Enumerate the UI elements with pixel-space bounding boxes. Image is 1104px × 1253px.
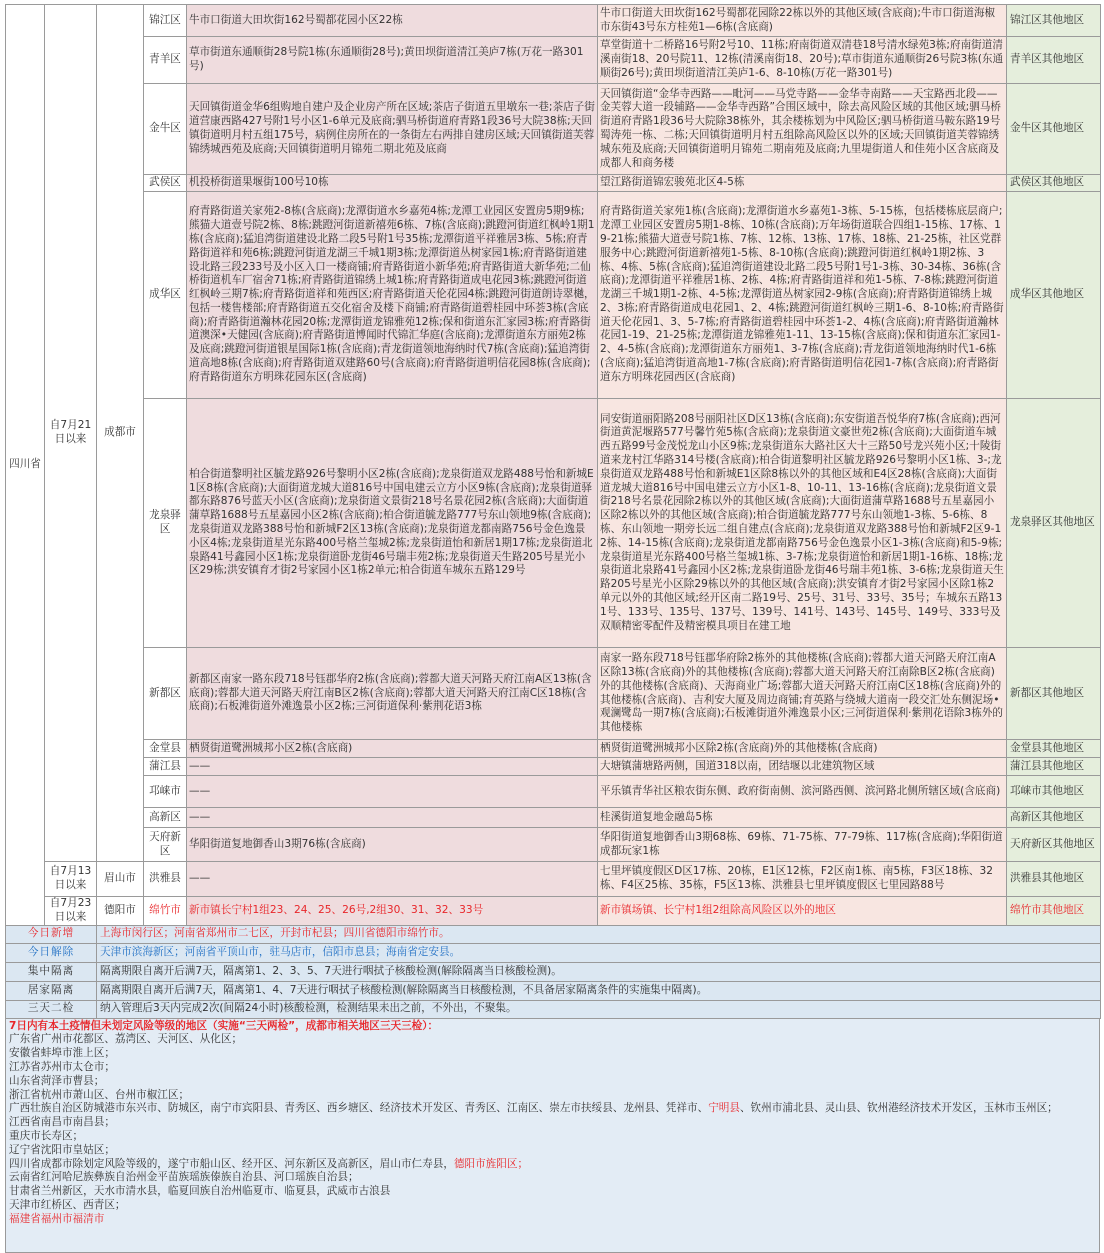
risk-area-sheet (5, 4, 1100, 1253)
table-row (6, 808, 1101, 828)
area-text: 江苏省苏州市太仓市； (9, 1060, 115, 1073)
high-risk-area: —— (187, 758, 598, 776)
notice-text: 上海市闵行区；河南省郑州市二七区，开封市杞县；四川省德阳市绵竹市。 (97, 925, 1101, 943)
table-row (6, 175, 1101, 192)
high-risk-area: —— (187, 776, 598, 808)
list-item (9, 1102, 1096, 1116)
table-row (6, 740, 1101, 758)
date-cell: 自7月21日以来 (45, 5, 97, 862)
medium-risk-area: 牛市口街道大田坎街162号蜀都花园除22栋以外的其他区域(含底商);牛市口街道海椒市东街43号东方桂苑1—6栋(含底商) (598, 5, 1007, 37)
list-item (9, 1047, 1096, 1061)
notice-row-central-quarantine (6, 962, 1101, 981)
table-row (6, 648, 1101, 740)
district-name: 青羊区 (144, 37, 187, 84)
area-text-highlight: 宁明县 (708, 1102, 740, 1115)
unassigned-areas-panel (5, 1019, 1100, 1253)
medium-risk-area: 平乐镇青华社区粮农街东侧、政府街南侧、滨河路西侧、滨河路北侧所辖区域(含底商) (598, 776, 1007, 808)
high-risk-area: 机投桥街道果堰街100号10栋 (187, 175, 598, 192)
high-risk-area: 牛市口街道大田坎街162号蜀都花园小区22栋 (187, 5, 598, 37)
low-risk-area: 高新区其他地区 (1007, 808, 1101, 828)
notice-row-three-day-tests (6, 1000, 1101, 1018)
area-text: 浙江省杭州市萧山区、台州市椒江区； (9, 1088, 190, 1101)
medium-risk-area: 天回镇街道“金华寺西路——毗河——马党寺路——金华寺南路——天宝路西北段——金芙蓉大道一段辅路——金华寺西路”合围区域中，除去高风险区域的其他区域;驷马桥街道府青路1段36号大院除38栋外，其余楼栋划为中风险区;驷马桥街道马鞍东路19号蜀涛苑一栋、二栋;天回镇街道明月村五组除高风险区以外的区域;天回镇街道芙蓉锦绣城东苑及底商;天回镇街道明月锦苑二期南苑及底商;九里堤街道人和佳苑小区含底商及成都人和商务楼 (598, 84, 1007, 175)
notice-row-new (6, 925, 1101, 943)
list-item (9, 1144, 1096, 1158)
area-text: 四川省成都市除划定风险等级的，遂宁市船山区、经开区、河东新区及高新区，眉山市仁寿县， (9, 1157, 454, 1170)
notice-label: 三天二检 (6, 1000, 97, 1018)
medium-risk-area: 府青路街道关家苑1栋(含底商);龙潭街道水乡嘉苑1-3栋、5-15栋，包括楼栋底层商户;龙潭工业园区安置房5期1-8栋、10栋(含底商);万年场街道联合四组1-15栋、17栋、19-21栋;熊猫大道壹号院1栋、7栋、12栋、13栋、17栋、18栋、21-25栋，社区党群服务中心;跳蹬河街道新禧苑1-5栋、8-10栋(含底商);跳蹬河街道红枫岭1期2栋、3栋、4栋、5栋(含底商);猛追湾街道建设北路二段5号附1号1-3栋、30-34栋、36栋(含底商);龙潭街道平祥雅居1栋、2栋、4栋;府青路街道祥和苑1-5栋、7-8栋;跳蹬河街道龙湖三千城1期1-2栋、4-5栋;龙潭街道丛树家园2-9栋(含底商);府青路街道锦绣上城2、3栋;府青路街道成电花园1、2、4栋;跳蹬河街道红枫岭三期1-6、8-10栋;府青路街道天伦花园1、3、5-7栋;府青路街道碧桂园中环荟1-2、4栋(含底商);府青路街道瀚林花园1-19、21-25栋;龙潭街道龙锦雅苑1-11、13-15栋(含底商);保和街道东汇家园1-2、4-5栋(含底商);龙潭街道东方丽苑1、3-7栋(含底商);青龙街道领地海纳时代1-6栋(含底商);猛追湾街道高地1-7栋(含底商);府青路街道明信花园1-7栋(含底商);府青路街道东方明珠花园西区(含底商) (598, 192, 1007, 399)
medium-risk-area: 望江路街道锦宏骏苑北区4-5栋 (598, 175, 1007, 192)
area-text: 甘肃省兰州新区，天水市清水县，临夏回族自治州临夏市、临夏县，武威市古浪县 (9, 1185, 391, 1198)
table-row (6, 5, 1101, 37)
area-text: 广西壮族自治区防城港市东兴市、防城区，南宁市宾阳县、青秀区、西乡塘区、经济技术开发区、青秀区、江南区、崇左市扶绥县、龙州县、凭祥市、 (9, 1102, 709, 1115)
notice-label: 集中隔离 (6, 962, 97, 981)
high-risk-area: 栖贤街道鹭洲城邦小区2栋(含底商) (187, 740, 598, 758)
district-name: 武侯区 (144, 175, 187, 192)
medium-risk-area: 南家一路东段718号钰郡华府除2栋外的其他楼栋(含底商);蓉都大道天河路天府江南A区除13栋(含底商)外的其他楼栋(含底商);蓉都大道天河路天府江南除B区2栋(含底商)外的其他楼栋(含底商)、天海商业广场;蓉都大道天河路天府江南C区18栋(含底商)外的其他楼栋(含底商)、吉利安大厦及周边商铺;育英路与绕城大道南一段交汇处东侧泥场•观澜鹭岛一期7栋(含底商);石板滩街道外滩逸景小区;三河街道保利·紫荆花语除3栋外的其他楼栋 (598, 648, 1007, 740)
list-item (9, 1116, 1096, 1130)
notice-text: 隔离期限自离开后满7天，隔离第1、2、3、5、7天进行咽拭子核酸检测(解除隔离当日核酸检测)。 (97, 962, 1101, 981)
low-risk-area: 金牛区其他地区 (1007, 84, 1101, 175)
area-text: 山东省菏泽市曹县； (9, 1074, 105, 1087)
table-row (6, 862, 1101, 897)
table-row (6, 828, 1101, 862)
low-risk-area: 成华区其他地区 (1007, 192, 1101, 399)
medium-risk-area: 栖贤街道鹭洲城邦小区除2栋(含底商)外的其他楼栋(含底商) (598, 740, 1007, 758)
low-risk-area: 新都区其他地区 (1007, 648, 1101, 740)
notice-row-lifted (6, 943, 1101, 962)
low-risk-area: 邛崃市其他地区 (1007, 776, 1101, 808)
list-item (9, 1061, 1096, 1075)
medium-risk-area: 七里坪镇度假区D区17栋、20栋，E1区12栋，F2区南1栋、南5栋，F3区18栋、32栋、F4区25栋、35栋，F5区13栋、洪雅县七里坪镇度假区七里园路88号 (598, 862, 1007, 897)
city-cell: 德阳市 (97, 897, 144, 926)
risk-area-table (5, 4, 1101, 1019)
notice-text: 天津市滨海新区；河南省平顶山市，驻马店市，信阳市息县；海南省定安县。 (97, 943, 1101, 962)
low-risk-area: 龙泉驿区其他地区 (1007, 399, 1101, 648)
district-name: 龙泉驿区 (144, 399, 187, 648)
low-risk-area: 金堂县其他地区 (1007, 740, 1101, 758)
district-name: 蒲江县 (144, 758, 187, 776)
district-name: 金堂县 (144, 740, 187, 758)
low-risk-area: 武侯区其他地区 (1007, 175, 1101, 192)
notice-row-home-quarantine (6, 981, 1101, 1000)
notice-label: 今日新增 (6, 925, 97, 943)
list-item (9, 1089, 1096, 1103)
district-name: 绵竹市 (144, 897, 187, 926)
area-text: 广东省广州市花都区、荔湾区、天河区、从化区； (9, 1033, 243, 1046)
low-risk-area: 绵竹市其他地区 (1007, 897, 1101, 926)
area-text-highlight: 福建省福州市福清市 (9, 1212, 105, 1225)
district-name: 新都区 (144, 648, 187, 740)
table-row (6, 897, 1101, 926)
district-name: 锦江区 (144, 5, 187, 37)
list-item (9, 1171, 1096, 1185)
district-name: 高新区 (144, 808, 187, 828)
table-row (6, 192, 1101, 399)
area-text: 江西省南昌市南昌县； (9, 1116, 115, 1129)
high-risk-area: 新市镇长宁村1组23、24、25、26号,2组30、31、32、33号 (187, 897, 598, 926)
low-risk-area: 蒲江县其他地区 (1007, 758, 1101, 776)
list-item (9, 1033, 1096, 1047)
area-text: 辽宁省沈阳市皇姑区； (9, 1143, 115, 1156)
district-name: 邛崃市 (144, 776, 187, 808)
list-item (9, 1199, 1096, 1213)
high-risk-area: —— (187, 862, 598, 897)
table-row (6, 399, 1101, 648)
district-name: 洪雅县 (144, 862, 187, 897)
table-row (6, 84, 1101, 175)
medium-risk-area: 华阳街道复地御香山3期68栋、69栋、71-75栋、77-79栋、117栋(含底商);华阳街道成都玩家1栋 (598, 828, 1007, 862)
area-text: 安徽省蚌埠市淮上区； (9, 1047, 115, 1060)
area-text: 重庆市长寿区； (9, 1129, 84, 1142)
high-risk-area: 府青路街道关家苑2-8栋(含底商);龙潭街道水乡嘉苑4栋;龙潭工业园区安置房5期9栋;熊猫大道壹号院2栋、8栋;跳蹬河街道新禧苑6栋、7栋(含底商);跳蹬河街道红枫岭1期1栋(含底商);猛追湾街道建设北路二段5号附1号35栋;龙潭街道平祥雅居3栋、5栋;府青路街道祥和苑6栋;跳蹬河街道龙湖三千城1期3栋;龙潭街道丛树家园1栋;府青路街道建设北路三段233号及小区入口一楼商铺;府青路街道小新华苑;府青路街道大新华苑;二仙桥街道机车厂宿舍71栋;府青路街道锦绣上城1栋;府青路街道成电花园3栋;跳蹬河街道红枫岭三期7栋;府青路街道祥和苑西区;府青路街道天伦花园4栋;跳蹬河街道朗诗翠樾，包括一楼售楼部;府青路街道五交化宿舍及楼下商铺;府青路街道碧桂园中环荟3栋(含底商);府青路街道瀚林花园20栋;龙潭街道龙锦雅苑12栋;保和街道东汇家园3栋;府青路街道澳深•天健园(含底商);府青路街道博闻时代锦汇华庭(含底商);龙潭街道东方丽苑2栋及底商;跳蹬河街道银星国际1栋(含底商);青龙街道领地海纳时代7栋(含底商);猛追湾街道高地8栋(含底商);府青路街道双建路60号(含底商);府青路街道明信花园8栋(含底商);府青路街道东方明珠花园东区(含底商) (187, 192, 598, 399)
high-risk-area: 草市街道东通顺街28号院1栋(东通顺街28号);黄田坝街道清江美庐7栋(万花一路301号) (187, 37, 598, 84)
low-risk-area: 青羊区其他地区 (1007, 37, 1101, 84)
notice-label: 居家隔离 (6, 981, 97, 1000)
high-risk-area: 天回镇街道金华6组购地自建户及企业房产所在区域;茶店子街道五里墩东一巷;茶店子街道营康西路427号附1号小区1-6单元及底商;驷马桥街道府青路1段36号大院38栋;天回镇街道明月村五组175号，病例住房所在的一条街左右两排自建房区域;天回镇街道芙蓉锦绣城西苑及底商;天回镇街道明月锦苑二期北苑及底商 (187, 84, 598, 175)
district-name: 成华区 (144, 192, 187, 399)
list-item (9, 1213, 1096, 1227)
date-cell: 自7月13日以来 (45, 862, 97, 897)
high-risk-area: 柏合街道黎明社区毓龙路926号黎明小区2栋(含底商);龙泉街道双龙路488号怡和新城E1区8栋(含底商);大面街道龙城大道816号中国电建云立方小区9栋(含底商);龙泉街道驿都东路876号蓝天小区(含底商);龙泉街道文景街218号名景花园2栋(含底商);大面街道蒲草路1688号五星嘉园小区2栋(含底商);柏合街道毓龙路777号东山领地9栋(含底商);龙泉街道双龙路388号怡和新城F2区13栋(含底商);龙泉街道龙都南路756号金色逸景小区4栋;龙泉街道星光东路400号格兰玺城2栋;龙泉街道怡和新居1期17栋;龙泉街道北泉路41号鑫园小区1栋;龙泉街道卧龙街46号瑞丰苑2栋;龙泉街道天生路205号星光小区29栋;洪安镇育才街2号家园小区1栋2单元;柏合街道车城东五路129号 (187, 399, 598, 648)
medium-risk-area: 大塘镇蒲塘路两侧，国道318以南，团结堰以北建筑物区域 (598, 758, 1007, 776)
notice-text: 纳入管理后3天内完成2次(间隔24小时)核酸检测，检测结果未出之前，不外出，不聚集。 (97, 1000, 1101, 1018)
city-cell: 成都市 (97, 5, 144, 862)
area-text: 天津市红桥区、西青区； (9, 1198, 126, 1211)
medium-risk-area: 草堂街道十二桥路16号附2号10、11栋;府南街道双清巷18号清水绿苑3栋;府南街道清溪南街18、20号院11、12栋(清溪南街18、20号);草市街道东通顺街26号院3栋(东通顺街26号);黄田坝街道清江美庐1-6、8-10栋(万花一路301号) (598, 37, 1007, 84)
list-item (9, 1185, 1096, 1199)
high-risk-area: 新都区南家一路东段718号钰郡华府2栋(含底商);蓉都大道天河路天府江南A区13栋(含底商);蓉都大道天河路天府江南B区2栋(含底商);蓉都大道天河路天府江南C区18栋(含底商);石板滩街道外滩逸景小区2栋;三河街道保利·紫荆花语3栋 (187, 648, 598, 740)
medium-risk-area: 桂溪街道复地金融岛5栋 (598, 808, 1007, 828)
low-risk-area: 天府新区其他地区 (1007, 828, 1101, 862)
area-text-highlight: 德阳市旌阳区； (453, 1157, 529, 1170)
high-risk-area: 华阳街道复地御香山3期76栋(含底商) (187, 828, 598, 862)
list-item (9, 1075, 1096, 1089)
low-risk-area: 洪雅县其他地区 (1007, 862, 1101, 897)
unassigned-areas-title: 7日内有本土疫情但未划定风险等级的地区（实施“三天两检”，成都市相关地区三天三检）： (9, 1019, 439, 1032)
table-row (6, 37, 1101, 84)
district-name: 金牛区 (144, 84, 187, 175)
low-risk-area: 锦江区其他地区 (1007, 5, 1101, 37)
medium-risk-area: 新市镇场镇、长宁村1组2组除高风险区以外的地区 (598, 897, 1007, 926)
list-item (9, 1130, 1096, 1144)
area-text: 云南省红河哈尼族彝族自治州金平苗族瑶族傣族自治县、河口瑶族自治县； (9, 1171, 359, 1184)
province-cell: 四川省 (6, 5, 45, 926)
medium-risk-area: 同安街道丽阳路208号丽阳社区D区13栋(含底商);东安街道吾悦华府7栋(含底商);西河街道黄泥堰路577号馨竹苑5栋(含底商);龙泉街道文豪世苑2栋(含底商);大面街道车城西五路99号金茂悦龙山小区9栋;龙泉街道东大路社区大十三路50号龙兴苑小区;十陵街道来龙村江华路314号楼(含底商);柏合街道黎明社区毓龙路926号黎明小区1栋、3-;龙泉街道双龙路488号怡和新城E1区除8栋以外的其他区域和E4区28栋(含底商);大面街道龙城大道816号中国电建云立方小区1-8、10-11、13-16栋(含底商);龙泉街道文景街218号名景花园除2栋以外的其他区域(含底商);大面街道蒲草路1688号五星嘉园小区除2栋以外的其他区域(含底商);柏合街道毓龙路777号东山领地1-3栋、5-6栋、8栋、东山领地一期旁长远二组自建点(含底商);龙泉街道双龙路388号怡和新城F2区9-12栋、14-15栋(含底商);龙泉街道龙都南路756号金色逸景小区1-3栋(含底商)和5-9栋;龙泉街道星光东路400号格兰玺城1栋、3-7栋;龙泉街道怡和新居1期1-16栋、18栋;龙泉街道北泉路41号鑫园小区2栋;龙泉街道卧龙街46号瑞丰苑1栋、3-6栋;龙泉街道天生路205号星光小区除29栋以外的其他区域(含底商);洪安镇育才街2号家园小区除1栋2单元以外的其他区域;经开区南二路19号、25号、31号、33号、35号；车城东五路131号、133号、135号、137号、139号、141号、143号、145号、149号、333号及双顺精密零配件及精密模具项目在建工地 (598, 399, 1007, 648)
list-item (9, 1158, 1096, 1172)
date-cell: 自7月23日以来 (45, 897, 97, 926)
city-cell: 眉山市 (97, 862, 144, 897)
area-text: 、钦州市浦北县、灵山县、钦州港经济技术开发区，玉林市玉州区； (739, 1102, 1058, 1115)
district-name: 天府新区 (144, 828, 187, 862)
table-row (6, 758, 1101, 776)
table-row (6, 776, 1101, 808)
high-risk-area: —— (187, 808, 598, 828)
notice-text: 隔离期限自离开后满7天，隔离第1、4、7天进行咽拭子核酸检测(解除隔离当日核酸检测，不具备居家隔离条件的实施集中隔离)。 (97, 981, 1101, 1000)
notice-label: 今日解除 (6, 943, 97, 962)
